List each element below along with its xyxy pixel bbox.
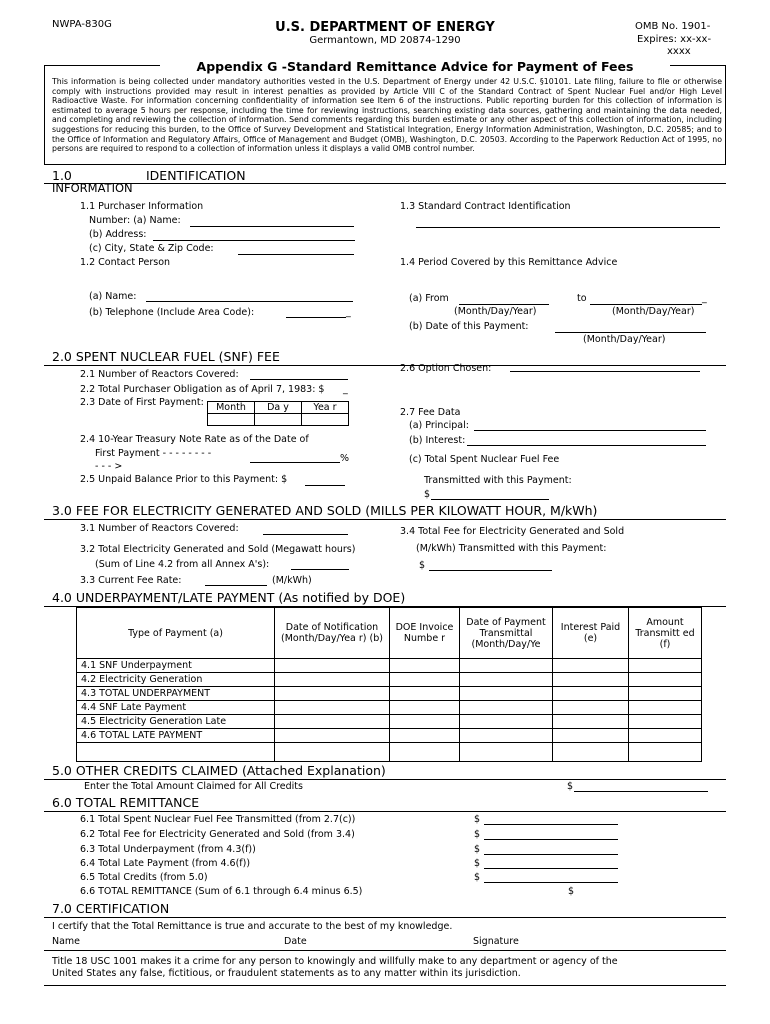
- row-cell[interactable]: [275, 743, 390, 762]
- row-cell[interactable]: [629, 743, 702, 762]
- section-1-number: 1.0: [52, 168, 72, 183]
- section-5-rule: [44, 779, 726, 780]
- elec-reactors-field[interactable]: [263, 534, 348, 535]
- row-cell[interactable]: [553, 743, 629, 762]
- remittance-item-6-1: 6.1 Total Spent Nuclear Fuel Fee Transmitted (from 2.7(c)): [80, 814, 356, 825]
- remittance-item-6-3: 6.3 Total Underpayment (from 4.3(f)): [80, 844, 256, 855]
- certification-signature-label: Signature: [473, 936, 519, 947]
- section-1-title: IDENTIFICATION: [146, 168, 246, 183]
- row-cell[interactable]: [275, 701, 390, 715]
- remittance-dollar: $: [474, 858, 481, 869]
- row-cell[interactable]: [460, 687, 553, 701]
- table-row: [77, 701, 702, 715]
- row-cell[interactable]: [460, 743, 553, 762]
- total-elec-fee-dollar: $: [419, 560, 426, 571]
- table-row: [77, 673, 702, 687]
- first-payment-year-field[interactable]: [302, 414, 349, 426]
- period-to-format: (Month/Day/Year): [612, 306, 695, 317]
- purchaser-name-label: Number: (a) Name:: [89, 215, 181, 226]
- interest-label: (b) Interest:: [409, 435, 466, 446]
- treasury-rate-arrow: - - - >: [95, 461, 123, 472]
- section-7-heading: 7.0 CERTIFICATION: [52, 901, 170, 916]
- row-cell[interactable]: [553, 659, 629, 673]
- fee-rate-label: 3.3 Current Fee Rate:: [80, 575, 182, 586]
- col-doe-invoice-number: DOE Invoice Numbe r: [390, 608, 460, 659]
- table-row: [77, 743, 702, 762]
- first-payment-month-field[interactable]: [208, 414, 255, 426]
- contact-name-label: (a) Name:: [89, 291, 137, 302]
- credits-dollar: $: [567, 781, 574, 792]
- row-cell[interactable]: [390, 715, 460, 729]
- total-snf-dollar: $: [424, 489, 431, 500]
- year-header: Yea r: [302, 402, 349, 414]
- certification-name-label: Name: [52, 936, 81, 947]
- row-cell[interactable]: [390, 687, 460, 701]
- remittance-dollar: $: [474, 829, 481, 840]
- total-elec-fee-field[interactable]: [429, 570, 552, 571]
- row-cell[interactable]: [390, 743, 460, 762]
- total-elec-fee-transmitted-label: (M/kWh) Transmitted with this Payment:: [416, 543, 607, 554]
- row-cell[interactable]: [390, 729, 460, 743]
- contact-telephone-end: _: [346, 307, 351, 318]
- row-cell[interactable]: [629, 659, 702, 673]
- section-5-heading: 5.0 OTHER CREDITS CLAIMED (Attached Explanation): [52, 763, 386, 778]
- treasury-rate-field[interactable]: [250, 462, 340, 463]
- row-cell[interactable]: [460, 729, 553, 743]
- section-6-heading: 6.0 TOTAL REMITTANCE: [52, 795, 200, 810]
- row-cell[interactable]: [275, 729, 390, 743]
- principal-field[interactable]: [474, 430, 706, 431]
- remittance-dollar: $: [474, 844, 481, 855]
- row-label: 4.2 Electricity Generation: [77, 673, 275, 687]
- period-to-label: to: [577, 293, 587, 304]
- period-from-format: (Month/Day/Year): [454, 306, 537, 317]
- purchaser-city-label: (c) City, State & Zip Code:: [89, 243, 214, 254]
- underpayment-table-header: [77, 608, 702, 659]
- payment-date-format: (Month/Day/Year): [583, 334, 666, 345]
- remittance-dollar: $: [474, 814, 481, 825]
- credits-field[interactable]: [574, 791, 708, 792]
- row-cell[interactable]: [460, 715, 553, 729]
- unpaid-balance-field[interactable]: [305, 485, 345, 486]
- contract-id-field[interactable]: [416, 227, 720, 228]
- purchaser-name-field[interactable]: [190, 226, 354, 227]
- period-covered-label: 1.4 Period Covered by this Remittance Advice: [400, 257, 618, 268]
- remittance-total-dollar: $: [568, 886, 575, 897]
- credits-line-label: Enter the Total Amount Claimed for All Credits: [84, 781, 303, 792]
- agency-address: Germantown, MD 20874-1290: [309, 35, 461, 46]
- remittance-field-6-2[interactable]: [484, 839, 618, 840]
- row-cell[interactable]: [390, 673, 460, 687]
- principal-label: (a) Principal:: [409, 420, 469, 431]
- expiration-date-cont: xxxx: [667, 46, 691, 57]
- section-2-heading: 2.0 SPENT NUCLEAR FUEL (SNF) FEE: [52, 349, 280, 364]
- col-amount-transmitted: Amount Transmitt ed (f): [629, 608, 702, 659]
- treasury-rate-first-payment: First Payment - - - - - - - -: [95, 448, 212, 459]
- total-snf-fee-label: (c) Total Spent Nuclear Fuel Fee: [409, 454, 560, 465]
- row-cell[interactable]: [275, 673, 390, 687]
- total-snf-field[interactable]: [431, 499, 549, 500]
- section-3-heading: 3.0 FEE FOR ELECTRICITY GENERATED AND SOLD (MILLS PER KILOWATT HOUR, M/kWh): [52, 503, 598, 518]
- purchaser-obligation-label: 2.2 Total Purchaser Obligation as of April 7, 1983: $: [80, 384, 325, 395]
- day-header: Da y: [255, 402, 302, 414]
- row-cell[interactable]: [390, 701, 460, 715]
- month-header: Month: [208, 402, 255, 414]
- expiration-date: Expires: xx-xx-: [637, 34, 712, 45]
- row-cell[interactable]: [629, 729, 702, 743]
- certification-statement: I certify that the Total Remittance is true and accurate to the best of my knowledge.: [52, 921, 453, 932]
- row-cell[interactable]: [390, 659, 460, 673]
- period-from-label: (a) From: [409, 293, 449, 304]
- contact-telephone-label: (b) Telephone (Include Area Code):: [89, 307, 255, 318]
- row-cell[interactable]: [553, 701, 629, 715]
- period-to-field[interactable]: [590, 304, 702, 305]
- row-label: 4.5 Electricity Generation Late: [77, 715, 275, 729]
- bottom-rule: [44, 985, 726, 986]
- row-cell[interactable]: [460, 673, 553, 687]
- form-number: NWPA-830G: [52, 19, 112, 30]
- remittance-item-6-5: 6.5 Total Credits (from 5.0): [80, 872, 208, 883]
- table-row: [77, 659, 702, 673]
- remittance-field-6-4[interactable]: [484, 868, 618, 869]
- snf-reactors-label: 2.1 Number of Reactors Covered:: [80, 369, 239, 380]
- box-left: [44, 65, 45, 165]
- option-chosen-label: 2.6 Option Chosen:: [400, 363, 492, 374]
- row-cell[interactable]: [275, 715, 390, 729]
- purchaser-city-field[interactable]: [238, 254, 354, 255]
- first-payment-date-grid: [207, 401, 349, 426]
- remittance-item-6-4: 6.4 Total Late Payment (from 4.6(f)): [80, 858, 251, 869]
- row-cell[interactable]: [275, 687, 390, 701]
- purchaser-address-field[interactable]: [153, 240, 355, 241]
- contact-person-label: 1.2 Contact Person: [80, 257, 171, 268]
- remittance-field-6-5[interactable]: [484, 882, 618, 883]
- table-row: [77, 715, 702, 729]
- row-cell[interactable]: [553, 715, 629, 729]
- row-cell[interactable]: [629, 701, 702, 715]
- row-cell[interactable]: [460, 659, 553, 673]
- legal-warning-line-2: United States any false, fictitious, or fraudulent statements as to any matter within its jurisdiction.: [52, 968, 521, 979]
- treasury-rate-label: 2.4 10-Year Treasury Note Rate as of the Date of: [80, 434, 309, 445]
- certification-rule: [44, 950, 726, 951]
- row-cell[interactable]: [275, 659, 390, 673]
- annex-sum-field[interactable]: [291, 569, 349, 570]
- section-7-rule: [44, 917, 726, 918]
- legal-warning-line-1: Title 18 USC 1001 makes it a crime for any person to knowingly and willfully make to any department or agency of the: [52, 956, 618, 967]
- unpaid-balance-label: 2.5 Unpaid Balance Prior to this Payment: $: [80, 474, 288, 485]
- agency-name: U.S. DEPARTMENT OF ENERGY: [275, 20, 495, 35]
- row-cell[interactable]: [629, 687, 702, 701]
- total-electricity-label: 3.2 Total Electricity Generated and Sold (Megawatt hours): [80, 544, 356, 555]
- period-from-field[interactable]: [459, 304, 549, 305]
- row-label: 4.1 SNF Underpayment: [77, 659, 275, 673]
- interest-field[interactable]: [467, 445, 706, 446]
- section-1-title-cont: INFORMATION: [52, 181, 133, 195]
- row-cell[interactable]: [553, 687, 629, 701]
- table-row: [77, 729, 702, 743]
- row-cell[interactable]: [553, 673, 629, 687]
- remittance-field-6-3[interactable]: [484, 854, 618, 855]
- section-3-rule: [44, 519, 726, 520]
- row-cell[interactable]: [629, 673, 702, 687]
- remittance-item-6-2: 6.2 Total Fee for Electricity Generated and Sold (from 3.4): [80, 829, 355, 840]
- period-to-end: _: [702, 293, 707, 304]
- col-interest-paid: Interest Paid (e): [553, 608, 629, 659]
- remittance-field-6-1[interactable]: [484, 824, 618, 825]
- underpayment-table: [76, 607, 702, 762]
- remittance-dollar: $: [474, 872, 481, 883]
- option-chosen-field[interactable]: [510, 371, 700, 372]
- omb-number: OMB No. 1901-: [635, 21, 711, 32]
- purchaser-info-label: 1.1 Purchaser Information: [80, 201, 204, 212]
- elec-reactors-label: 3.1 Number of Reactors Covered:: [80, 523, 239, 534]
- treasury-rate-pct: %: [340, 453, 350, 464]
- total-elec-fee-label: 3.4 Total Fee for Electricity Generated and Sold: [400, 526, 625, 537]
- certification-date-label: Date: [284, 936, 307, 947]
- payment-date-field[interactable]: [555, 332, 706, 333]
- row-label: 4.6 TOTAL LATE PAYMENT: [77, 729, 275, 743]
- form-title: Appendix G -Standard Remittance Advice for Payment of Fees: [160, 61, 670, 74]
- contact-name-field[interactable]: [146, 301, 353, 302]
- fee-rate-field[interactable]: [205, 585, 267, 586]
- payment-date-label: (b) Date of this Payment:: [409, 321, 529, 332]
- remittance-item-6-6: 6.6 TOTAL REMITTANCE (Sum of 6.1 through 6.4 minus 6.5): [80, 886, 363, 897]
- table-row: [77, 687, 702, 701]
- section-6-rule: [44, 811, 726, 812]
- row-cell[interactable]: [553, 729, 629, 743]
- col-date-of-payment-transmittal: Date of Payment Transmittal (Month/Day/Ye: [460, 608, 553, 659]
- row-cell[interactable]: [460, 701, 553, 715]
- fee-rate-unit: (M/kWh): [272, 575, 312, 586]
- box-bottom: [44, 164, 726, 165]
- col-date-of-notification: Date of Notification (Month/Day/Yea r) (b): [275, 608, 390, 659]
- purchaser-address-label: (b) Address:: [89, 229, 147, 240]
- contract-id-label: 1.3 Standard Contract Identification: [400, 201, 571, 212]
- row-label: 4.3 TOTAL UNDERPAYMENT: [77, 687, 275, 701]
- total-snf-transmitted-label: Transmitted with this Payment:: [424, 475, 572, 486]
- section-1-rule: [44, 183, 726, 184]
- snf-reactors-field[interactable]: [250, 379, 348, 380]
- section-2-rule: [44, 365, 726, 366]
- fee-data-label: 2.7 Fee Data: [400, 407, 461, 418]
- col-type-of-payment: Type of Payment (a): [77, 608, 275, 659]
- section-4-heading: 4.0 UNDERPAYMENT/LATE PAYMENT (As notified by DOE): [52, 590, 406, 605]
- row-label: [77, 743, 275, 762]
- box-right: [725, 65, 726, 165]
- row-label: 4.4 SNF Late Payment: [77, 701, 275, 715]
- row-cell[interactable]: [629, 715, 702, 729]
- contact-telephone-field[interactable]: [286, 317, 346, 318]
- first-payment-label: 2.3 Date of First Payment:: [80, 397, 204, 408]
- purchaser-obligation-end: _: [343, 384, 348, 395]
- annex-sum-label: (Sum of Line 4.2 from all Annex A's):: [95, 559, 270, 570]
- first-payment-day-field[interactable]: [255, 414, 302, 426]
- burden-notice: This information is being collected under mandatory authorities vested in the U.S. Department of Energy under 42 U.S.C. §10101. Late filing, failure to file or otherwise comply with instructions provided may result in interest penalties as provided by Article VIII C of the Standard Contract of Spent Nuclear Fuel and/or High Level Radioactive Waste. For information concerning confidentiality of information see Item 6 of the instructions. Public reporting burden for this collection of information is estimated to average 5 hours per response, including the time for reviewing instructions, searching existing data sources, gathering and maintaining the data needed, and completing and reviewing the collection of information. Send comments regarding this burden estimate or any other aspect of this collection of information, including suggestions for reducing this burden, to the Office of Survey Development and Statistical Integration, Energy Information Administration, Washington, D.C. 20585; and to the Office of Information and Regulatory Affairs, Office of Management and Budget (OMB), Washington, D.C. 20503. According to the Paperwork Reduction Act of 1995, no persons are required to respond to a collection of information unless it displays a valid OMB control number.: [52, 77, 722, 154]
